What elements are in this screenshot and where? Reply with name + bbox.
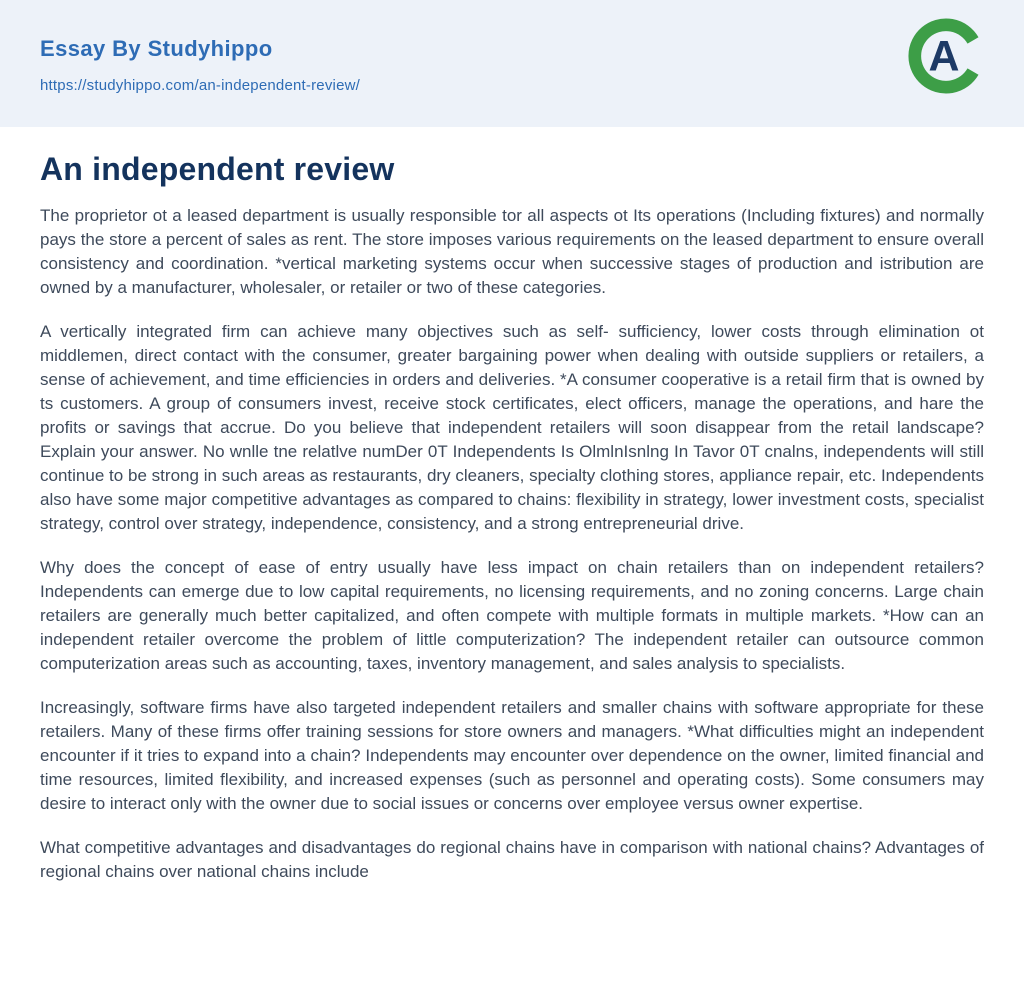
paragraph-3: Why does the concept of ease of entry usually have less impact on chain retailers than on independent retailers? Independents can emerge due to low capital requirements, no licensing requirements, and no zoning concerns. Large chain retailers are generally much better capitalized, and often compete with multiple formats in multiple markets. *How can an independent retailer overcome the problem of little computerization? The independent retailer can outsource common computerization areas such as accounting, taxes, inventory management, and sales analysis to specialists. <box>40 558 984 673</box>
brand-title: Essay By Studyhippo <box>40 36 273 61</box>
page-header <box>0 0 1024 127</box>
paragraph-1: The proprietor ot a leased department is usually responsible tor all aspects ot Its operations (Including fixtures) and normally pays the store a percent of sales as rent. The store imposes various requirements on the leased department to ensure overall consistency and coordination. *vertical marketing systems occur when successive stages of production and istribution are owned by a manufacturer, wholesaler, or retailer or two of these categories. <box>40 206 984 297</box>
logo-letter: A <box>928 32 960 81</box>
paragraph-4: Increasingly, software firms have also targeted independent retailers and smaller chains with software appropriate for these retailers. Many of these firms offer training sessions for store owners and managers. *What difficulties might an independent encounter if it tries to expand into a chain? Independents may encounter over dependence on the owner, limited financial and time resources, limited flexibility, and increased expenses (such as personnel and operating costs). Some consumers may desire to interact only with the owner due to social issues or concerns over employee versus owner expertise. <box>40 698 984 813</box>
paragraph-5: What competitive advantages and disadvantages do regional chains have in comparison with national chains? Advantages of regional chains over national chains include <box>40 838 984 881</box>
paragraph-2: A vertically integrated firm can achieve many objectives such as self- sufficiency, lower costs through elimination ot middlemen, direct contact with the consumer, greater bargaining power when dealing with outside suppliers or retailers, a sense of achievement, and time efficiencies in orders and deliveries. *A consumer cooperative is a retail firm that is owned by ts customers. A group of consumers invest, receive stock certificates, elect officers, manage the operations, and hare the profits or savings that accrue. Do you believe that independent retailers will soon disappear from the retail landscape? Explain your answer. No wnlle tne relatlve numDer 0T Independents Is OlmlnIsnlng In Tavor 0T cnalns, independents will still continue to be strong in such areas as restaurants, dry cleaners, specialty clothing stores, appliance repair, etc. Independents also have some major competitive advantages as compared to chains: flexibility in strategy, lower investment costs, specialist strategy, control over strategy, independence, consistency, and a strong entrepreneurial drive. <box>40 322 984 533</box>
article-body <box>0 127 1024 884</box>
source-url-link[interactable]: https://studyhippo.com/an-independent-review/ <box>40 77 361 94</box>
page-title: An independent review <box>40 151 395 187</box>
studyhippo-logo-icon <box>907 17 985 95</box>
